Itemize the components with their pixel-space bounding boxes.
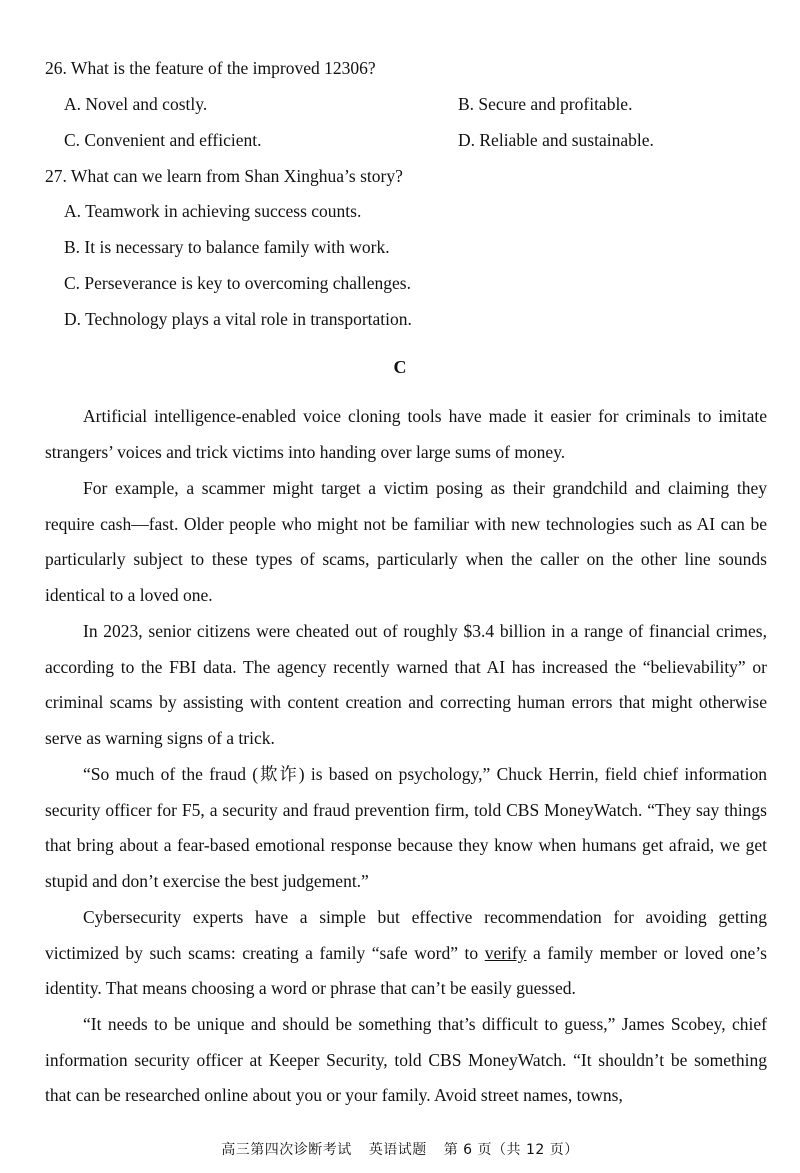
passage-paragraph-5 xyxy=(45,900,767,1007)
section-heading-c: C xyxy=(393,357,407,377)
question-26-option-d: D. Reliable and sustainable. xyxy=(458,130,654,150)
passage-paragraph-3: In 2023, senior citizens were cheated out of roughly $3.4 billion in a range of financial crimes, according to the FBI data. The agency recently warned that AI has increased the “believability” or criminal scams by assisting with content creation and correcting human errors that might otherwise serve as warning signs of a trick. xyxy=(45,621,767,749)
passage-paragraph-4: “So much of the fraud (欺诈) is based on psychology,” Chuck Herrin, field chief information security officer for F5, a security and fraud prevention firm, told CBS MoneyWatch. “They say things that bring about a fear-based emotional response because they know when humans get afraid, we get stupid and don’t exercise the best judgement.” xyxy=(45,764,767,892)
question-26-option-b: B. Secure and profitable. xyxy=(458,94,633,114)
question-26-option-c: C. Convenient and efficient. xyxy=(64,130,262,150)
question-26-option-a: A. Novel and costly. xyxy=(64,94,208,114)
passage-paragraph-2: For example, a scammer might target a victim posing as their grandchild and claiming they require cash—fast. Older people who might not be familiar with new technologies such as AI can be particularly subject to these types of scams, particularly when the caller on the other line sounds identical to a loved one. xyxy=(45,478,767,606)
passage-paragraph-1: Artificial intelligence-enabled voice cloning tools have made it easier for criminals to imitate strangers’ voices and trick victims into handing over large sums of money. xyxy=(45,406,767,462)
paragraph-5-text-before: Cybersecurity experts have a simple but effective recommendation for avoiding getting victimized by such scams: creating a family “safe word” to xyxy=(45,907,767,963)
question-27-option-d: D. Technology plays a vital role in transportation. xyxy=(64,309,412,329)
footer-page-number: 第 6 页（共 12 页） xyxy=(443,1142,579,1158)
footer-exam-name: 高三第四次诊断考试 xyxy=(221,1142,352,1158)
footer-subject: 英语试题 xyxy=(368,1142,427,1158)
question-27-stem: 27. What can we learn from Shan Xinghua’s story? xyxy=(45,166,403,186)
question-26-stem: 26. What is the feature of the improved 12306? xyxy=(45,58,376,78)
question-27-option-c: C. Perseverance is key to overcoming challenges. xyxy=(64,273,411,293)
passage-paragraph-6: “It needs to be unique and should be something that’s difficult to guess,” James Scobey, chief information security officer at Keeper Security, told CBS MoneyWatch. “It shouldn’t be something that can be researched online about you or your family. Avoid street names, towns, xyxy=(45,1014,767,1106)
question-27-option-b: B. It is necessary to balance family with work. xyxy=(64,237,390,257)
paragraph-5-text-after: a family member or loved one’s identity. That means choosing a word or phrase that can’t be easily guessed. xyxy=(45,942,767,999)
underlined-word-verify: verify xyxy=(484,942,527,963)
page-footer xyxy=(0,1139,800,1159)
question-27-option-a: A. Teamwork in achieving success counts. xyxy=(64,201,362,221)
